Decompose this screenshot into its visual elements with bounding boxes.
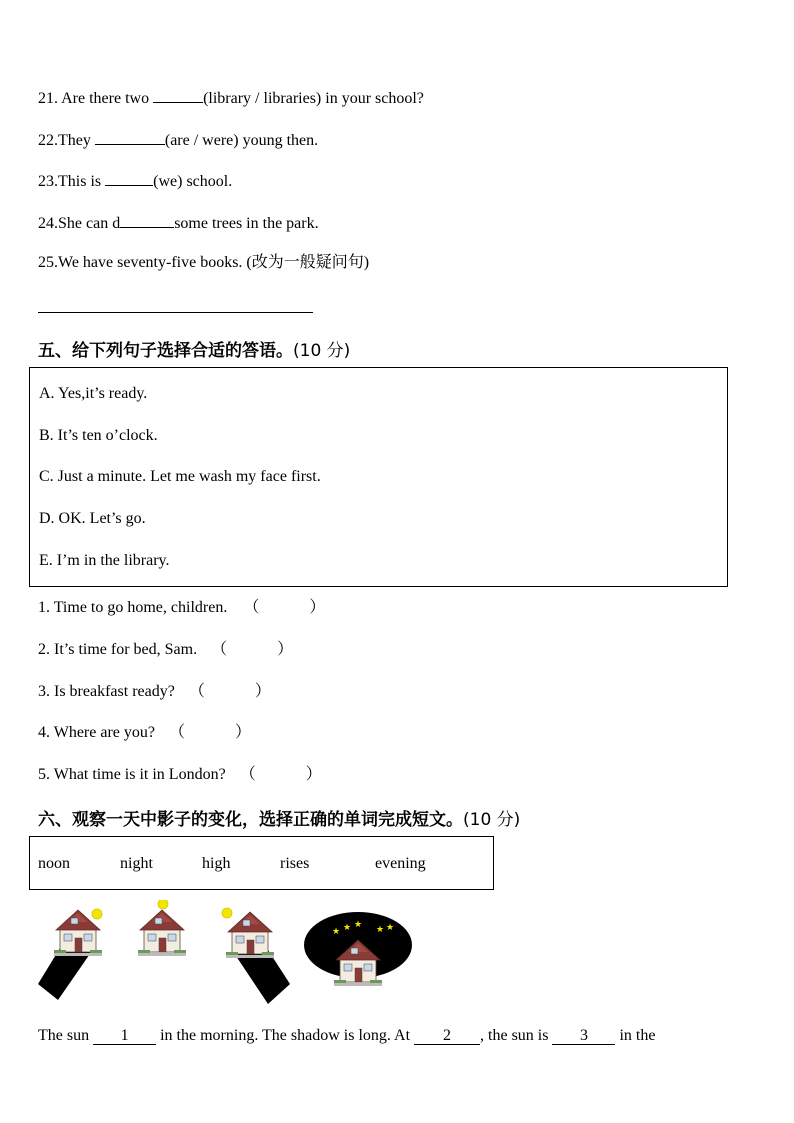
sun-icon: [158, 900, 168, 909]
paren-close: ）: [235, 724, 252, 741]
question-24: [38, 212, 319, 234]
sun-icon: [92, 909, 102, 919]
s5-question-4: [38, 723, 251, 743]
answer-blank[interactable]: [153, 87, 203, 103]
option-d: D. OK. Let’s go.: [39, 510, 146, 527]
star-icon: ★: [343, 923, 352, 933]
question-22: [38, 129, 318, 151]
sun-icon: [222, 908, 232, 918]
word-noon: noon: [38, 855, 70, 872]
section-5-heading: [38, 336, 350, 361]
question-text: (library / libraries) in your school?: [203, 90, 424, 107]
section-6-heading: [38, 805, 520, 830]
question-text: 3. Is breakfast ready?: [38, 683, 175, 700]
passage-blank-3[interactable]: 3: [552, 1027, 615, 1045]
word-rises: rises: [280, 855, 310, 872]
passage-blank-1[interactable]: 1: [93, 1027, 156, 1045]
paren-open: （: [188, 683, 205, 700]
section-title: 六、观察一天中影子的变化，选择正确的单词完成短文。: [38, 810, 463, 830]
options-box: [29, 367, 728, 587]
section-points: (10 分): [463, 810, 521, 830]
passage-blank-2[interactable]: 2: [414, 1027, 480, 1045]
passage-text: , the sun is: [480, 1027, 553, 1044]
star-icon: ★: [386, 923, 395, 933]
word-evening: evening: [375, 855, 426, 872]
star-icon: ★: [332, 927, 341, 937]
passage-text: in the: [615, 1027, 656, 1044]
word-bank: [29, 836, 494, 890]
paren-open: （: [168, 724, 185, 741]
paren-open: （: [211, 641, 228, 658]
s5-question-5: [38, 765, 322, 785]
question-text: 23.This is: [38, 173, 106, 190]
night-scene: [304, 908, 412, 986]
paren-open: （: [239, 766, 256, 783]
answer-line[interactable]: [38, 312, 313, 313]
passage-text: The sun: [38, 1027, 94, 1044]
paren-close: ）: [277, 641, 294, 658]
question-text: 22.They: [38, 132, 95, 149]
shadow-illustration: [36, 900, 416, 1010]
noon-scene: [138, 900, 186, 956]
paren-open: （: [243, 599, 260, 616]
answer-blank[interactable]: [105, 170, 153, 186]
question-text: (are / were) young then.: [164, 132, 319, 149]
option-c: C. Just a minute. Let me wash my face first.: [39, 468, 321, 485]
s5-question-1: [38, 598, 325, 618]
passage-text: in the morning. The shadow is long. At: [156, 1027, 415, 1044]
question-21: [38, 87, 424, 109]
question-text: 1. Time to go home, children.: [38, 599, 228, 616]
evening-scene: [222, 908, 290, 1004]
section-title: 五、给下列句子选择合适的答语。: [38, 341, 293, 361]
question-text: (we) school.: [153, 173, 233, 190]
paren-close: ）: [309, 599, 326, 616]
word-high: high: [202, 855, 231, 872]
morning-scene: [38, 909, 102, 1000]
answer-blank[interactable]: [95, 129, 165, 145]
s5-question-2: [38, 640, 293, 660]
question-text: 2. It’s time for bed, Sam.: [38, 641, 198, 658]
question-text: 4. Where are you?: [38, 724, 155, 741]
question-25: [38, 253, 369, 273]
answer-blank[interactable]: [120, 212, 174, 228]
option-e: E. I’m in the library.: [39, 552, 170, 569]
word-night: night: [120, 855, 153, 872]
option-a: A. Yes,it’s ready.: [39, 385, 148, 402]
long-shadow: [232, 950, 290, 1004]
question-text: 25.We have seventy-five books. (改为一般疑问句): [38, 254, 370, 271]
question-23: [38, 170, 232, 192]
s5-question-3: [38, 682, 271, 702]
question-text: some trees in the park.: [174, 215, 319, 232]
option-b: B. It’s ten o’clock.: [39, 427, 158, 444]
star-icon: ★: [354, 920, 363, 930]
passage-line: [38, 1026, 655, 1046]
star-icon: ★: [376, 925, 385, 935]
paren-close: ）: [305, 766, 322, 783]
paren-close: ）: [254, 683, 271, 700]
section-points: (10 分): [293, 341, 351, 361]
question-text: 24.She can d: [38, 215, 121, 232]
question-text: 5. What time is it in London?: [38, 766, 226, 783]
question-text: 21. Are there two: [38, 90, 154, 107]
